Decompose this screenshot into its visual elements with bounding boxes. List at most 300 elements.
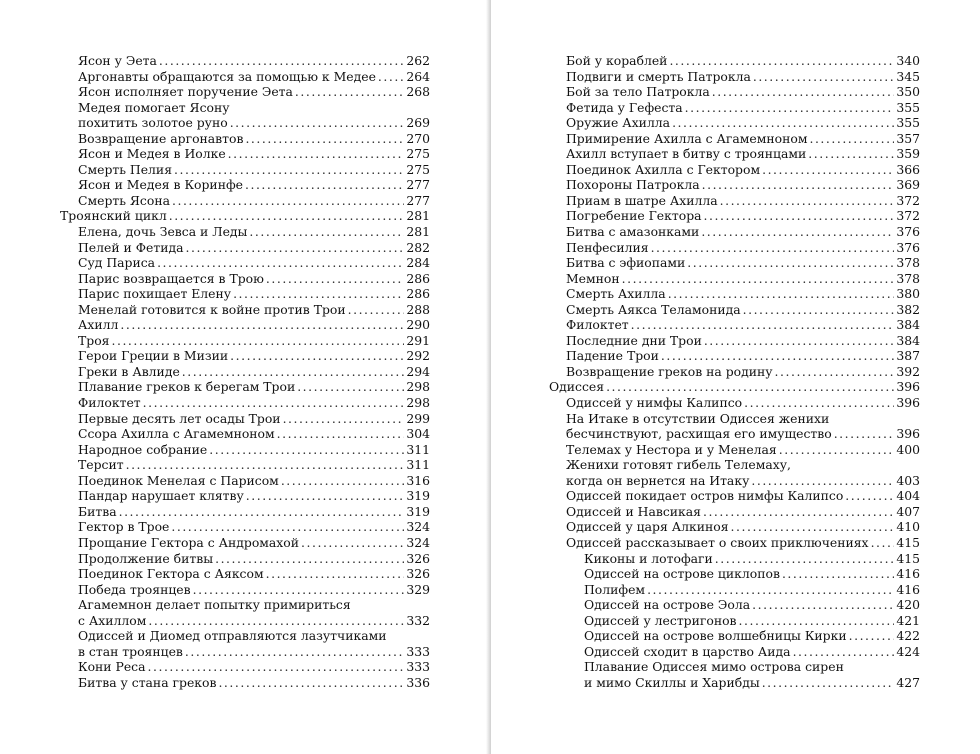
toc-entry-title: Поединок Менелая с Парисом: [78, 472, 279, 488]
toc-entry: [60, 535, 430, 551]
toc-entry-row: [78, 442, 430, 458]
toc-entry-row: [566, 302, 920, 318]
dot-leader: [744, 395, 894, 411]
toc-entry-title: Суд Париса: [78, 255, 156, 271]
toc-entry: [60, 566, 430, 582]
toc-entry-title-line1: Женихи готовят гибель Телемаху,: [566, 457, 791, 473]
toc-entry-page-number: 416: [896, 566, 920, 582]
toc-entry-page-number: 324: [406, 534, 430, 550]
toc-entry-title: Первые десять лет осады Трои: [78, 410, 281, 426]
toc-entry: [60, 240, 430, 256]
toc-entry: [549, 162, 920, 178]
toc-entry-page-number: 298: [406, 379, 430, 395]
dot-leader: [739, 613, 895, 629]
dot-leader: [661, 348, 894, 364]
toc-entry-page-number: 345: [896, 68, 920, 84]
toc-entry-title: Битва с амазонками: [566, 224, 700, 240]
toc-entry-title: Филоктет: [566, 317, 629, 333]
toc-entry-page-number: 421: [896, 612, 920, 628]
toc-entry-row: [78, 644, 430, 660]
toc-entry: [549, 255, 920, 271]
toc-entry-row: [566, 488, 920, 504]
toc-entry-title: Кони Реса: [78, 659, 146, 675]
toc-entry-title: Пелей и Фетида: [78, 239, 184, 255]
toc-entry-title: с Ахиллом: [78, 612, 147, 628]
toc-entry-title: Победа троянцев: [78, 581, 191, 597]
toc-entry: [60, 255, 430, 271]
toc-entry-row: [78, 395, 430, 411]
dot-leader: [775, 364, 895, 380]
toc-entry-row: [78, 224, 430, 240]
toc-entry-title: Гектор в Трое: [78, 519, 170, 535]
dot-leader: [715, 551, 895, 567]
toc-entry-page-number: 333: [406, 643, 430, 659]
toc-entry-page-number: 420: [896, 597, 920, 613]
toc-entry-page-number: 350: [896, 84, 920, 100]
toc-entry: [60, 504, 430, 520]
dot-leader: [743, 302, 895, 318]
toc-section-heading: [60, 208, 430, 224]
toc-entry: [60, 473, 430, 489]
toc-entry-title-line1: Плавание Одиссея мимо острова сирен: [584, 659, 844, 675]
toc-entry-title: Одиссей на острове волшебницы Кирки: [584, 628, 847, 644]
toc-entry-row: [566, 395, 920, 411]
toc-entry: [60, 177, 430, 193]
toc-entry-row: [566, 131, 920, 147]
toc-entry: [549, 286, 920, 302]
dot-leader: [751, 473, 894, 489]
toc-entry-row: [78, 348, 430, 364]
toc-entry-title: и мимо Скиллы и Харибды: [584, 674, 760, 690]
toc-entry-page-number: 275: [406, 161, 430, 177]
toc-entry-row: [566, 286, 920, 302]
toc-entry: [60, 364, 430, 380]
toc-entry-row: [78, 566, 430, 582]
toc-entry-title: Елена, дочь Зевса и Леды: [78, 224, 248, 240]
toc-entry-title-line1: Медея помогает Ясону: [78, 99, 230, 115]
toc-entry-page-number: 384: [896, 332, 920, 348]
toc-entry-title: Смерть Аякса Теламонида: [566, 301, 741, 317]
toc-entry-title: Бой у кораблей: [566, 53, 668, 68]
toc-entry-row: [78, 69, 430, 85]
toc-entry: [549, 69, 920, 85]
toc-entry-row: [549, 379, 920, 395]
toc-entry-page-number: 286: [406, 270, 430, 286]
toc-entry-page-number: 294: [406, 363, 430, 379]
toc-entry-page-number: 384: [896, 317, 920, 333]
dot-leader: [120, 317, 404, 333]
toc-entry-row: [78, 317, 430, 333]
toc-entry-row: [78, 131, 430, 147]
dot-leader: [169, 208, 405, 224]
toc-entry: [60, 395, 430, 411]
dot-leader: [233, 286, 404, 302]
toc-entry-row: [566, 224, 920, 240]
toc-entry-title: Одиссея: [549, 379, 605, 395]
toc-entry-row: [584, 597, 920, 613]
toc-entry: [549, 535, 920, 551]
dot-leader: [297, 379, 404, 395]
dot-leader: [277, 426, 405, 442]
toc-entry: [60, 317, 430, 333]
toc-entry-row: [584, 566, 920, 582]
toc-entry-page-number: 424: [896, 643, 920, 659]
toc-entry-page-number: 396: [896, 395, 920, 411]
dot-leader: [119, 504, 405, 520]
toc-entry-row: [78, 53, 430, 69]
toc-entry-page-number: 372: [896, 192, 920, 208]
toc-entry-row: [78, 255, 430, 271]
dot-leader: [834, 426, 895, 442]
toc-entry: [60, 457, 430, 473]
dot-leader: [631, 317, 895, 333]
toc-entry-page-number: 275: [406, 146, 430, 162]
toc-entry: [549, 597, 920, 613]
toc-entry-page-number: 304: [406, 426, 430, 442]
toc-entry-title: Смерть Ясона: [78, 192, 170, 208]
toc-entry-title: Одиссей у лестригонов: [584, 612, 737, 628]
toc-entry: [549, 551, 920, 567]
toc-entry-page-number: 270: [406, 130, 430, 146]
toc-entry-title: Приам в шатре Ахилла: [566, 192, 718, 208]
toc-entry-page-number: 326: [406, 566, 430, 582]
toc-entry-title: Продолжение битвы: [78, 550, 214, 566]
dot-leader: [266, 271, 404, 287]
toc-entry-row: [566, 255, 920, 271]
dot-leader: [218, 675, 404, 691]
toc-entry-row: [566, 208, 920, 224]
toc-entry-title: Одиссей и Навсикая: [566, 503, 701, 519]
toc-entry-title: Одиссей покидает остров нимфы Калипсо: [566, 488, 844, 504]
toc-entry-title: Филоктет: [78, 395, 141, 411]
toc-entry-row: [566, 193, 920, 209]
toc-entry-title: Ахилл: [78, 317, 119, 333]
toc-entry-row: [78, 488, 430, 504]
toc-entry-row: [566, 53, 920, 69]
toc-entry-row: [566, 442, 920, 458]
toc-entry-page-number: 355: [896, 115, 920, 131]
toc-entry: [60, 628, 430, 659]
toc-entry-row: [78, 302, 430, 318]
toc-entry-title: Подвиги и смерть Патрокла: [566, 68, 751, 84]
dot-leader: [266, 566, 405, 582]
toc-entry-row: [584, 675, 920, 691]
dot-leader: [687, 255, 894, 271]
toc-entry-page-number: 396: [896, 426, 920, 442]
toc-entry-row: [566, 162, 920, 178]
toc-entry: [60, 69, 430, 85]
toc-entry-row: [566, 317, 920, 333]
toc-entry: [549, 644, 920, 660]
toc-entry-page-number: 369: [896, 177, 920, 193]
toc-entry-title: Одиссей на острове циклопов: [584, 566, 780, 582]
toc-entry-row: [566, 473, 920, 489]
toc-entry-title: Парис возвращается в Трою: [78, 270, 264, 286]
toc-entry-row: [78, 457, 430, 473]
toc-entry: [549, 100, 920, 116]
dot-leader: [157, 255, 404, 271]
toc-entry-page-number: 292: [406, 348, 430, 364]
toc-entry-page-number: 355: [896, 99, 920, 115]
toc-entry-page-number: 407: [896, 503, 920, 519]
toc-entry: [549, 302, 920, 318]
toc-entry-title: Погребение Гектора: [566, 208, 702, 224]
toc-entry-row: [78, 551, 430, 567]
toc-entry-row: [78, 271, 430, 287]
toc-entry-title-line1: Агамемнон делает попытку примириться: [78, 597, 351, 613]
dot-leader: [111, 333, 404, 349]
toc-entry: [60, 442, 430, 458]
toc-entry-row: [566, 519, 920, 535]
toc-entry-page-number: 324: [406, 519, 430, 535]
dot-leader: [348, 302, 405, 318]
toc-entry-page-number: 415: [896, 550, 920, 566]
toc-entry-title: Парис похищает Елену: [78, 286, 232, 302]
toc-entry-title: Последние дни Трои: [566, 332, 702, 348]
dot-leader: [668, 286, 895, 302]
toc-entry-title-line1: Одиссей и Диомед отправляются лазутчиками: [78, 628, 387, 644]
toc-entry-page-number: 298: [406, 395, 430, 411]
dot-leader: [182, 364, 405, 380]
dot-leader: [808, 146, 894, 162]
toc-entry: [549, 240, 920, 256]
toc-entry-row: [78, 177, 430, 193]
toc-entry-title: Смерть Ахилла: [566, 286, 666, 302]
dot-leader: [301, 535, 404, 551]
toc-entry: [549, 442, 920, 458]
toc-entry-page-number: 326: [406, 550, 430, 566]
toc-left: [60, 53, 430, 690]
dot-leader: [246, 488, 405, 504]
toc-entry-title: Оружие Ахилла: [566, 115, 671, 131]
toc-entry-page-number: 329: [406, 581, 430, 597]
toc-entry: [549, 131, 920, 147]
toc-entry: [549, 193, 920, 209]
toc-entry-page-number: 269: [406, 115, 430, 131]
dot-leader: [753, 69, 895, 85]
toc-entry-page-number: 357: [896, 130, 920, 146]
toc-entry-row: [78, 115, 430, 131]
toc-entry: [549, 333, 920, 349]
toc-entry: [549, 395, 920, 411]
toc-entry-row: [78, 146, 430, 162]
toc-entry-row: [78, 504, 430, 520]
toc-entry-title: Полифем: [584, 581, 646, 597]
toc-entry-row: [78, 613, 430, 629]
toc-entry-title: Возвращение греков на родину: [566, 363, 773, 379]
toc-entry-title: Ясон и Медея в Иолке: [78, 146, 226, 162]
toc-entry-title: Битва с эфиопами: [566, 255, 686, 271]
toc-entry: [549, 208, 920, 224]
dot-leader: [731, 519, 895, 535]
toc-entry-row: [566, 333, 920, 349]
toc-entry-row: [78, 411, 430, 427]
toc-entry-page-number: 396: [896, 379, 920, 395]
dot-leader: [230, 348, 404, 364]
toc-entry-page-number: 378: [896, 255, 920, 271]
toc-entry-page-number: 282: [406, 239, 430, 255]
toc-entry-title: Аргонавты обращаются за помощью к Медее: [78, 68, 376, 84]
toc-entry: [60, 286, 430, 302]
dot-leader: [159, 53, 404, 69]
toc-entry-title: Примирение Ахилла с Агамемноном: [566, 130, 808, 146]
toc-entry-page-number: 403: [896, 472, 920, 488]
toc-entry-title: похитить золотое руно: [78, 115, 228, 131]
toc-entry-row: [78, 582, 430, 598]
dot-leader: [701, 224, 894, 240]
toc-entry-page-number: 387: [896, 348, 920, 364]
toc-entry: [549, 659, 920, 690]
toc-entry-page-number: 416: [896, 581, 920, 597]
toc-entry-page-number: 288: [406, 301, 430, 317]
toc-entry-row: [78, 364, 430, 380]
toc-entry-row: [566, 271, 920, 287]
toc-entry-title: Телемах у Нестора и у Менелая: [566, 441, 777, 457]
toc-entry-title: Падение Трои: [566, 348, 659, 364]
toc-entry-title: Троя: [78, 332, 110, 348]
toc-entry-title: Фетида у Гефеста: [566, 99, 683, 115]
dot-leader: [174, 162, 404, 178]
toc-entry-page-number: 359: [896, 146, 920, 162]
dot-leader: [762, 675, 895, 691]
toc-entry-row: [566, 146, 920, 162]
dot-leader: [185, 240, 404, 256]
toc-entry: [549, 364, 920, 380]
toc-entry-title: Бой за тело Патрокла: [566, 84, 710, 100]
toc-entry-row: [584, 628, 920, 644]
toc-entry-page-number: 319: [406, 503, 430, 519]
toc-entry-row: [78, 659, 430, 675]
dot-leader: [185, 644, 404, 660]
dot-leader: [193, 582, 405, 598]
toc-entry: [60, 146, 430, 162]
toc-entry-page-number: 332: [406, 612, 430, 628]
toc-entry: [60, 582, 430, 598]
toc-entry-page-number: 372: [896, 208, 920, 224]
toc-entry-page-number: 427: [896, 674, 920, 690]
toc-entry-page-number: 316: [406, 472, 430, 488]
toc-entry: [60, 348, 430, 364]
toc-entry-page-number: 281: [406, 208, 430, 224]
toc-entry-page-number: 277: [406, 192, 430, 208]
toc-entry: [549, 411, 920, 442]
toc-entry-title: Герои Греции в Мизии: [78, 348, 229, 364]
toc-entry-title: Битва: [78, 503, 117, 519]
toc-entry-row: [566, 100, 920, 116]
toc-entry: [60, 193, 430, 209]
toc-entry-title: Прощание Гектора с Андромахой: [78, 534, 300, 550]
toc-entry: [549, 613, 920, 629]
toc-entry-row: [566, 69, 920, 85]
toc-entry-page-number: 382: [896, 301, 920, 317]
toc-entry-title: Ссора Ахилла с Агамемноном: [78, 426, 275, 442]
toc-entry: [549, 457, 920, 488]
toc-entry-page-number: 264: [406, 68, 430, 84]
toc-entry-row: [584, 582, 920, 598]
toc-entry-row: [566, 348, 920, 364]
toc-entry: [549, 146, 920, 162]
toc-entry: [549, 504, 920, 520]
toc-entry: [60, 224, 430, 240]
toc-entry: [60, 488, 430, 504]
toc-entry-row: [78, 379, 430, 395]
dot-leader: [793, 644, 895, 660]
toc-entry-title: Поединок Ахилла с Гектором: [566, 161, 761, 177]
toc-entry-row: [78, 193, 430, 209]
toc-entry-page-number: 333: [406, 659, 430, 675]
dot-leader: [704, 208, 895, 224]
dot-leader: [809, 131, 894, 147]
toc-entry-row: [566, 426, 920, 442]
toc-entry: [60, 100, 430, 131]
toc-entry-page-number: 422: [896, 628, 920, 644]
toc-entry-row: [78, 535, 430, 551]
toc-entry-title: Похороны Патрокла: [566, 177, 700, 193]
toc-entry-page-number: 290: [406, 317, 430, 333]
toc-entry-row: [584, 644, 920, 660]
toc-entry-title: Смерть Пелия: [78, 161, 173, 177]
toc-entry-title: Возвращение аргонавтов: [78, 130, 244, 146]
toc-entry: [60, 379, 430, 395]
toc-entry: [60, 519, 430, 535]
toc-entry-title: бесчинствуют, расхищая его имущество: [566, 426, 832, 442]
dot-leader: [378, 69, 404, 85]
toc-entry-row: [78, 162, 430, 178]
toc-entry-row: [566, 84, 920, 100]
toc-entry-page-number: 284: [406, 255, 430, 271]
dot-leader: [143, 395, 405, 411]
toc-entry-page-number: 291: [406, 332, 430, 348]
toc-entry-title: Ясон исполняет поручение Эета: [78, 84, 293, 100]
dot-leader: [209, 442, 404, 458]
toc-entry: [60, 675, 430, 691]
toc-entry-title-line1: На Итаке в отсутствии Одиссея женихи: [566, 410, 830, 426]
toc-entry: [60, 162, 430, 178]
dot-leader: [782, 566, 894, 582]
toc-entry-page-number: 392: [896, 363, 920, 379]
dot-leader: [704, 333, 895, 349]
toc-entry-row: [78, 84, 430, 100]
toc-entry: [60, 271, 430, 287]
dot-leader: [245, 177, 404, 193]
toc-entry-row: [78, 426, 430, 442]
toc-entry-title: Ясон у Эета: [78, 53, 157, 68]
dot-leader: [249, 224, 404, 240]
toc-entry-title: в стан троянцев: [78, 643, 183, 659]
toc-entry-page-number: 404: [896, 488, 920, 504]
toc-entry-page-number: 340: [896, 53, 920, 68]
toc-entry: [549, 115, 920, 131]
toc-entry-row: [566, 240, 920, 256]
toc-entry: [549, 84, 920, 100]
dot-leader: [845, 488, 894, 504]
toc-entry-title: Ахилл вступает в битву с троянцами: [566, 146, 807, 162]
dot-leader: [283, 411, 405, 427]
toc-entry-title: Поединок Гектора с Аяксом: [78, 566, 264, 582]
toc-entry: [60, 302, 430, 318]
toc-entry-title: Битва у стана греков: [78, 674, 217, 690]
dot-leader: [622, 271, 895, 287]
toc-entry-title: Одиссей у царя Алкиноя: [566, 519, 729, 535]
toc-entry: [60, 426, 430, 442]
toc-entry-page-number: 299: [406, 410, 430, 426]
toc-entry-page-number: 311: [406, 457, 430, 473]
toc-entry-row: [78, 240, 430, 256]
toc-entry-page-number: 336: [406, 674, 430, 690]
dot-leader: [148, 613, 404, 629]
toc-entry-row: [566, 364, 920, 380]
toc-entry-page-number: 410: [896, 519, 920, 535]
